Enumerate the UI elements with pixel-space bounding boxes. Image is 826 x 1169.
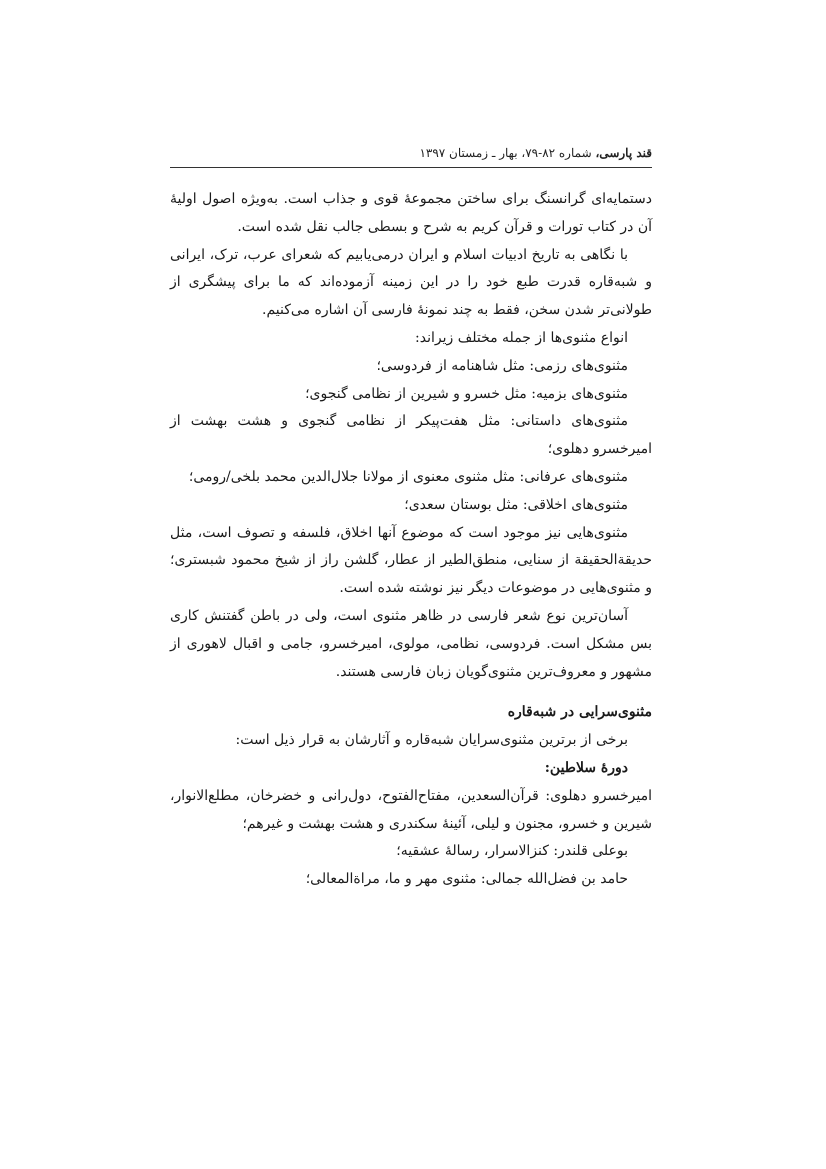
- poet-entry: بوعلی قلندر: کنزالاسرار، رسالهٔ عشقیه؛: [396, 843, 628, 860]
- section-heading: مثنوی‌سرایی در شبه‌قاره: [507, 704, 652, 721]
- section-subheading: دورهٔ سلاطین:: [544, 759, 628, 776]
- journal-title: قند پارسی،: [595, 146, 652, 160]
- list-item: مثنوی‌های رزمی: مثل شاهنامه از فردوسی؛: [376, 357, 628, 374]
- section-intro: برخی از برترین مثنوی‌سرایان شبه‌قاره و آثارشان به قرار ذیل است:: [235, 732, 628, 749]
- paragraph: آسان‌ترین نوع شعر فارسی در ظاهر مثنوی است، ولی در باطن گفتنش کاری بس مشکل است. فردوسی، نظامی، مولوی، امیرخسرو، جامی و اقبال لاهوری از مشهور و معروف‌ترین مثنوی‌گویان زبان فارسی هستند.: [170, 607, 652, 680]
- header-divider: [170, 167, 652, 168]
- running-header: [170, 144, 652, 162]
- list-item: مثنوی‌های اخلاقی: مثل بوستان سعدی؛: [404, 496, 628, 513]
- paragraph: مثنوی‌هایی نیز موجود است که موضوع آنها اخلاق، فلسفه و تصوف است، مثل حدیقةالحقیقة از سنایی، منطق‌الطیر از عطار، گلشن راز از شیخ محمود شبستری؛ و مثنوی‌هایی در موضوعات دیگر نیز نوشته شده است.: [170, 524, 652, 597]
- poet-entry: امیرخسرو دهلوی: قرآن‌السعدین، مفتاح‌الفتوح، دول‌رانی و خضرخان، مطلع‌الانوار، شیرین و خسرو، مجنون و لیلی، آئینهٔ سکندری و هشت بهشت و غیرهم؛: [170, 787, 652, 832]
- paragraph: با نگاهی به تاریخ ادبیات اسلام و ایران درمی‌یابیم که شعرای عرب، ترک، ایرانی و شبه‌قاره قدرت طبع خود را در این زمینه آزموده‌اند که ما برای پیشگری از طولانی‌تر شدن سخن، فقط به چند نمونهٔ فارسی آن اشاره می‌کنیم.: [170, 246, 652, 319]
- issue-info: شماره ۸۲-۷۹، بهار ـ زمستان ۱۳۹۷: [419, 146, 596, 160]
- paragraph: دستمایه‌ای گرانسنگ برای ساختن مجموعهٔ قوی و جذاب است. به‌ویژه اصول اولیهٔ آن در کتاب تورات و قرآن کریم به شرح و بسطی جالب نقل شده است.: [170, 191, 652, 235]
- list-item: مثنوی‌های داستانی: مثل هفت‌پیکر از نظامی گنجوی و هشت بهشت از امیرخسرو دهلوی؛: [170, 413, 652, 458]
- list-item: مثنوی‌های عرفانی: مثل مثنوی معنوی از مولانا جلال‌الدین محمد بلخی/رومی؛: [188, 468, 628, 485]
- poet-entry: حامد بن فضل‌الله جمالی: مثنوی مهر و ما، مراةالمعالی؛: [305, 871, 628, 888]
- page-body: [170, 186, 652, 894]
- paragraph: انواع مثنوی‌ها از جمله مختلف زیراند:: [415, 329, 628, 346]
- list-item: مثنوی‌های بزمیه: مثل خسرو و شیرین از نظامی گنجوی؛: [305, 385, 628, 402]
